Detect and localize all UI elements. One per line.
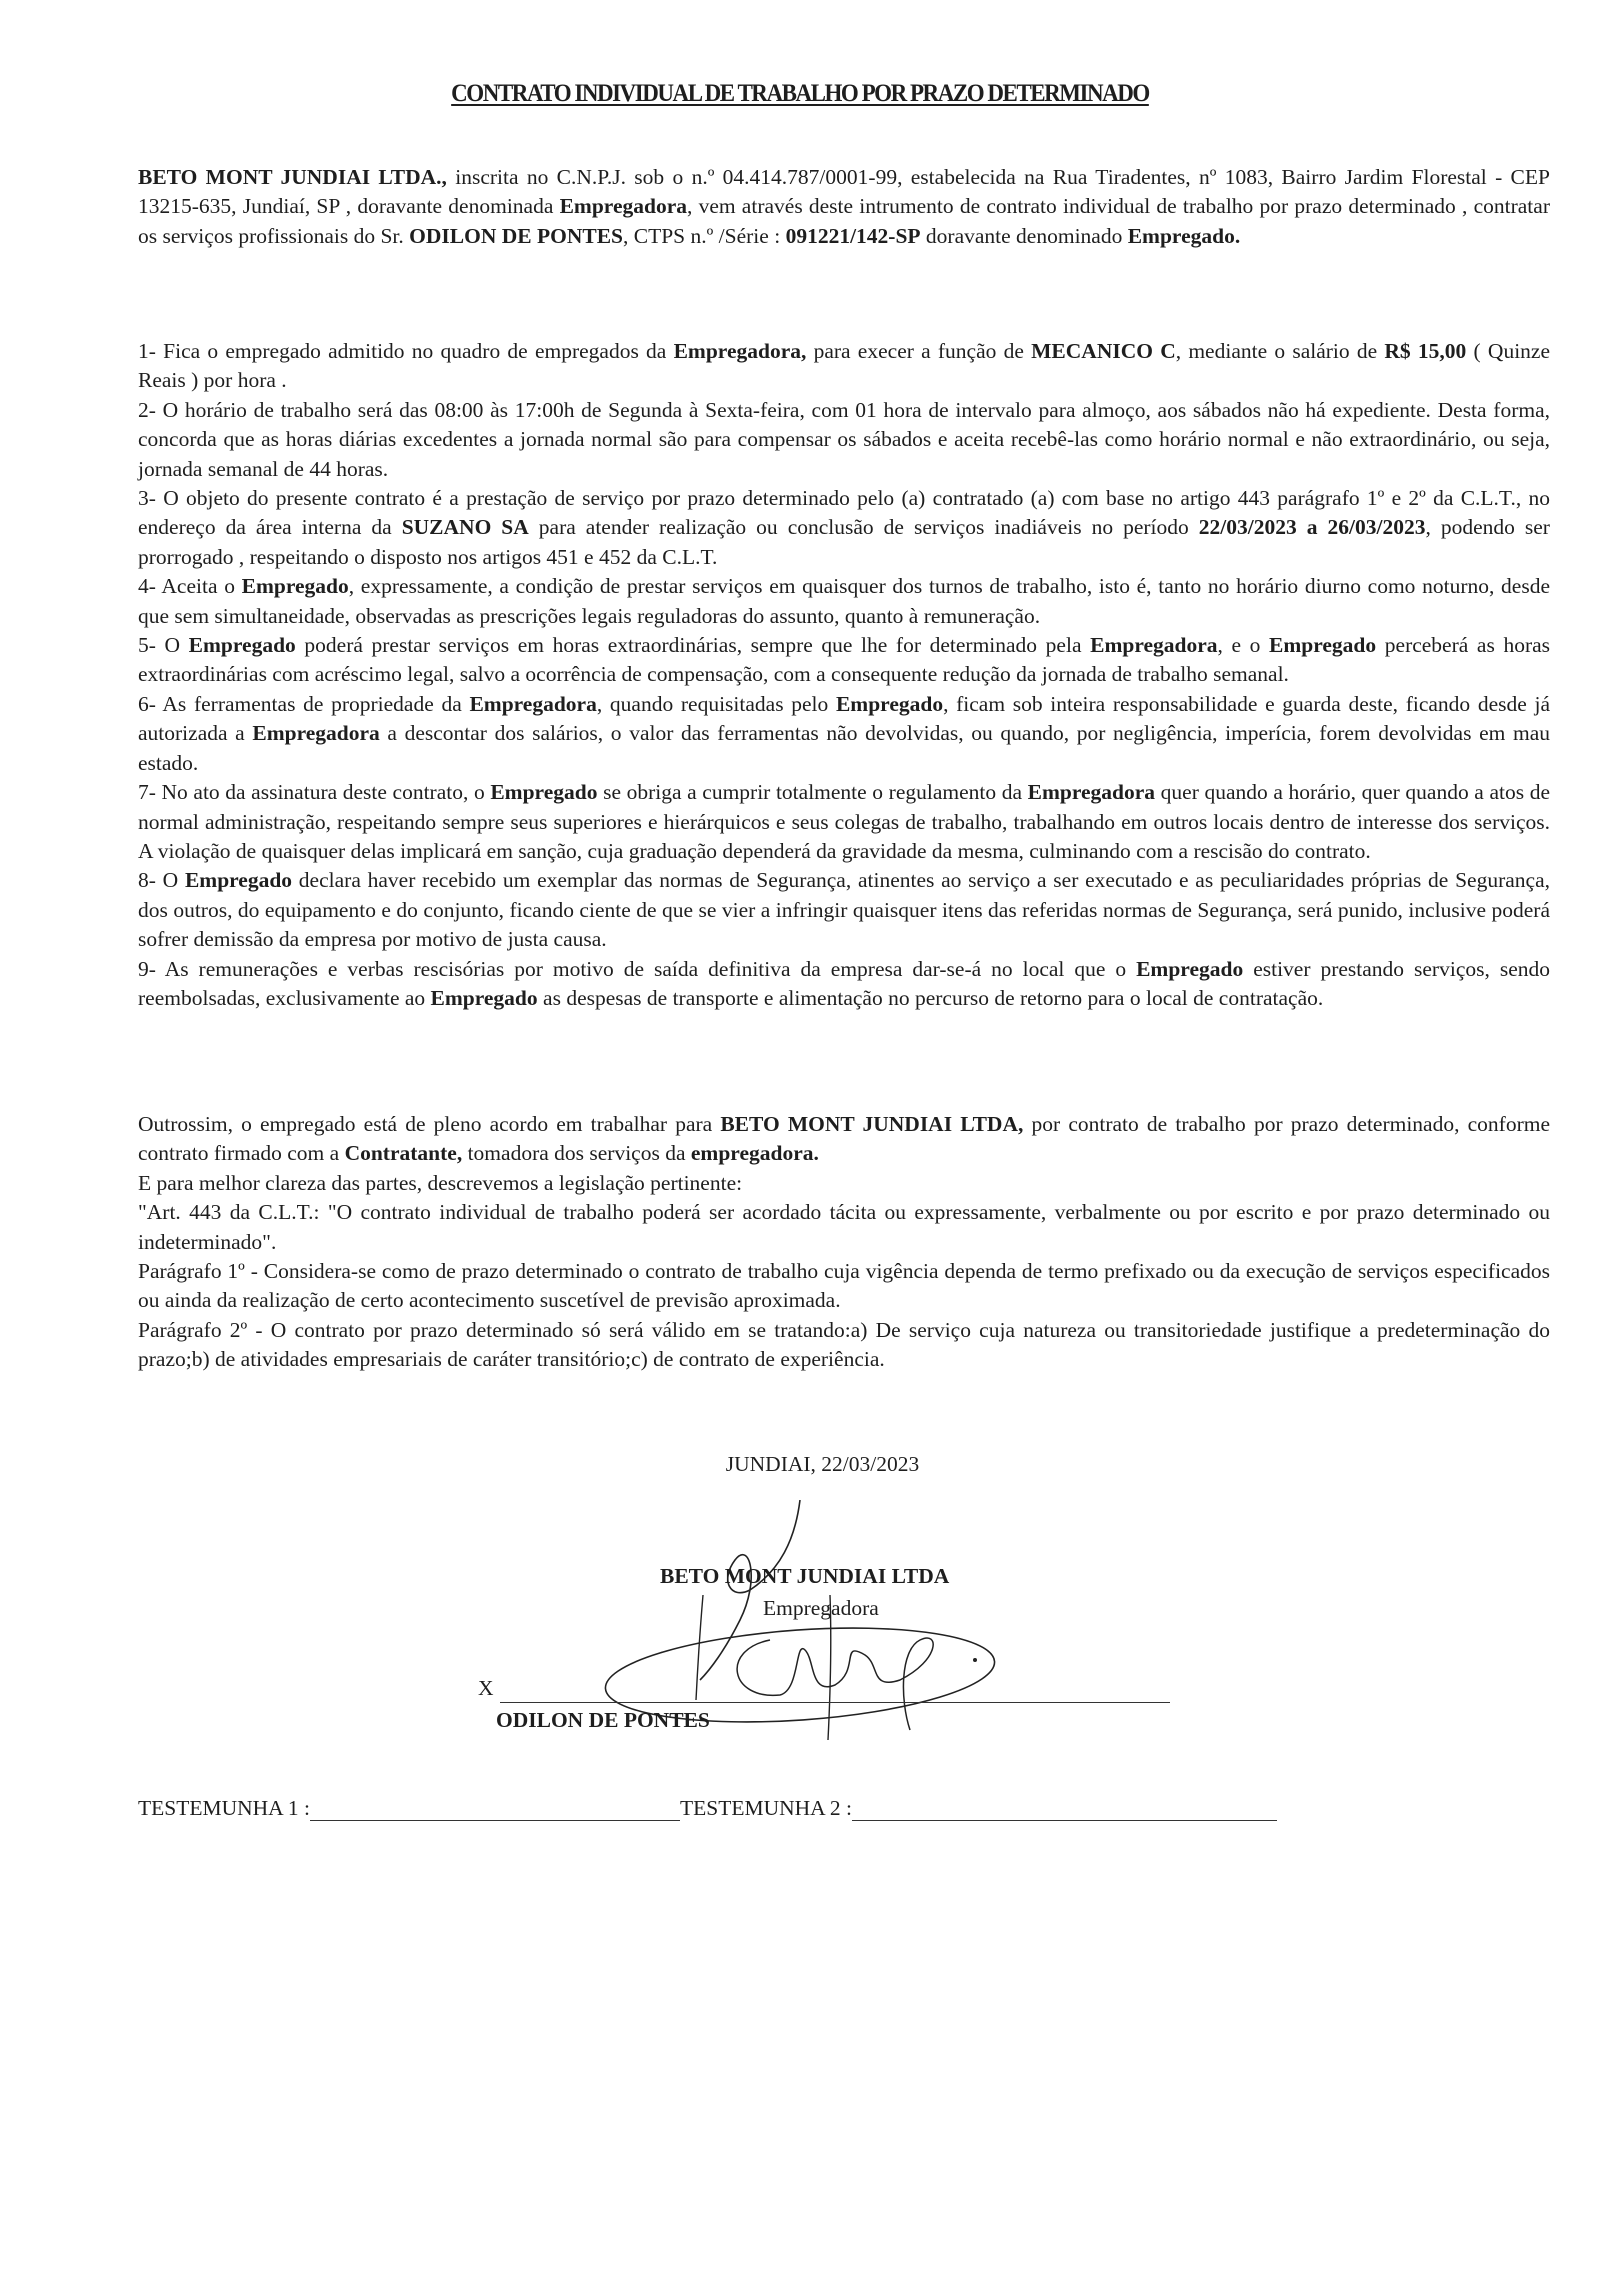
intro-paragraph: BETO MONT JUNDIAI LTDA., inscrita no C.N.P.J. sob o n.º 04.414.787/0001-99, estabelecida na Rua Tiradentes, nº 1083, Bairro Jardim Florestal - CEP 13215-635, Jundiaí, SP , doravante denominada Empregadora, vem através deste intrumento de contrato individual de trabalho por prazo determinado , contratar os serviços profissionais do Sr. ODILON DE PONTES, CTPS n.º /Série : 091221/142-SP doravante denominado Empregado. bbox=[138, 165, 1550, 248]
paragraph-2: Parágrafo 2º - O contrato por prazo determinado só será válido em se tratando:a) De serviço cuja natureza ou transitoriedade justifique a predeterminação do prazo;b) de atividades empresariais de caráter transitório;c) de contrato de experiência. bbox=[138, 1317, 1550, 1372]
witness-2-label: TESTEMUNHA 2 : bbox=[680, 1796, 852, 1820]
legislation-intro: E para melhor clareza das partes, descrevemos a legislação pertinente: bbox=[138, 1170, 743, 1195]
clause-4: 4- Aceita o Empregado, expressamente, a condição de prestar serviços em quaisquer dos turnos de trabalho, isto é, tanto no horário diurno como noturno, desde que sem simultaneidade, observadas as prescrições legais reguladoras do assunto, quanto à remuneração. bbox=[138, 574, 1550, 628]
employer-term: Empregadora bbox=[559, 194, 687, 219]
hourly-wage: R$ 15,00 bbox=[1384, 339, 1467, 363]
article-443: "Art. 443 da C.L.T.: "O contrato individual de trabalho poderá ser acordado tácita ou expressamente, verbalmente ou por escrito e por prazo determinado ou indeterminado". bbox=[138, 1200, 1550, 1254]
clause-7: 7- No ato da assinatura deste contrato, o Empregado se obriga a cumprir totalmente o regulamento da Empregadora quer quando a horário, quer quando a atos de normal administração, respeitando sempre seus superiores e hierárquicos e seus colegas de trabalho, trabalhando em outros locais dentro de interesse dos serviços. A violação de quaisquer delas implicará em sanção, cuja graduação dependerá da gravidade da mesma, culminando com a rescisão do contrato. bbox=[138, 780, 1550, 863]
employee-signature-line bbox=[500, 1702, 1170, 1703]
employer-signature-stroke bbox=[700, 1500, 800, 1680]
job-role: MECANICO C bbox=[1031, 339, 1176, 363]
ctps-number: 091221/142-SP bbox=[785, 223, 921, 248]
clause-8: 8- O Empregado declara haver recebido um exemplar das normas de Segurança, atinentes ao serviço a ser executado e as peculiaridades próprias de Segurança, dos outros, do equipamento e do conjunto, ficando ciente de que se vier a infringir quaisquer itens das referidas normas de Segurança, será punido, inclusive poderá sofrer demissão da empresa por motivo de justa causa. bbox=[138, 868, 1551, 952]
clause-3: 3- O objeto do presente contrato é a prestação de serviço por prazo determinado pelo (a) contratado (a) com base no artigo 443 parágrafo 1º e 2º da C.L.T., no endereço da área interna da SUZANO SA para atender realização ou conclusão de serviços inadiáveis no período 22/03/2023 a 26/03/2023, podendo ser prorrogado , respeitando o disposto nos artigos 451 e 452 da C.L.T. bbox=[138, 486, 1550, 569]
clause-5: 5- O Empregado poderá prestar serviços em horas extraordinárias, sempre que lhe for determinado pela Empregadora, e o Empregado perceberá as horas extraordinárias com acréscimo legal, salvo a ocorrência de compensação, com a consequente redução da jornada de trabalho semanal. bbox=[138, 633, 1551, 687]
company-name: BETO MONT JUNDIAI LTDA., bbox=[138, 165, 447, 189]
witness-2-line[interactable] bbox=[852, 1800, 1277, 1821]
agreement-paragraph: Outrossim, o empregado está de pleno acordo em trabalhar para BETO MONT JUNDIAI LTDA, por contrato de trabalho por prazo determinado, conforme contrato firmado com a Contratante, tomadora dos serviços da empregadora. bbox=[138, 1112, 1551, 1166]
paragraph-1: Parágrafo 1º - Considera-se como de prazo determinado o contrato de trabalho cuja vigência dependa de termo prefixado ou da execução de serviços especificados ou ainda da realização de certo acontecimento suscetível de previsão aproximada. bbox=[138, 1259, 1550, 1313]
clauses-section bbox=[138, 337, 1550, 1013]
place-date: JUNDIAI, 22/03/2023 bbox=[725, 1452, 920, 1476]
clause-1: 1- Fica o empregado admitido no quadro de empregados da Empregadora, para execer a função de MECANICO C, mediante o salário de R$ 15,00 ( Quinze Reais ) por hora . bbox=[138, 339, 1550, 393]
signature-dot bbox=[973, 1658, 977, 1662]
employee-signature-stroke bbox=[737, 1638, 933, 1730]
employee-name: ODILON DE PONTES bbox=[409, 223, 623, 248]
witness-1-line[interactable] bbox=[310, 1800, 680, 1821]
client-name: SUZANO SA bbox=[401, 515, 529, 540]
employer-signature-name: BETO MONT JUNDIAI LTDA bbox=[660, 1564, 950, 1588]
witness-section bbox=[138, 1796, 1277, 1821]
clause-6: 6- As ferramentas de propriedade da Empregadora, quando requisitadas pelo Empregado, ficam sob inteira responsabilidade e guarda deste, ficando desde já autorizada a Empregadora a descontar dos salários, o valor das ferramentas não devolvidas, ou quando, por negligência, imperícia, forem devolvidas em mau estado. bbox=[138, 691, 1551, 775]
document-title: CONTRATO INDIVIDUAL DE TRABALHO POR PRAZO DETERMINADO bbox=[451, 80, 1149, 107]
legislation-section bbox=[138, 1110, 1550, 1375]
employer-signature-stroke-2 bbox=[696, 1595, 703, 1700]
clause-9: 9- As remunerações e verbas rescisórias por motivo de saída definitiva da empresa dar-se-á no local que o Empregado estiver prestando serviços, sendo reembolsadas, exclusivamente ao Empregado as despesas de transporte e alimentação no percurso de retorno para o local de contratação. bbox=[138, 956, 1550, 1010]
signature-x-mark: X bbox=[478, 1676, 494, 1700]
contract-period: 22/03/2023 a 26/03/2023 bbox=[1198, 515, 1426, 540]
employee-term: Empregado. bbox=[1127, 223, 1241, 248]
employer-signature-role: Empregadora bbox=[763, 1596, 879, 1620]
employee-signature-name: ODILON DE PONTES bbox=[496, 1708, 710, 1732]
clause-2: 2- O horário de trabalho será das 08:00 às 17:00h de Segunda à Sexta-feira, com 01 hora de intervalo para almoço, aos sábados não há expediente. Desta forma, concorda que as horas diárias excedentes a jornada normal são para compensar os sábados e aceita recebê-las como horário normal e não extraordinário, ou seja, jornada semanal de 44 horas. bbox=[138, 397, 1550, 481]
witness-1-label: TESTEMUNHA 1 : bbox=[138, 1796, 310, 1820]
